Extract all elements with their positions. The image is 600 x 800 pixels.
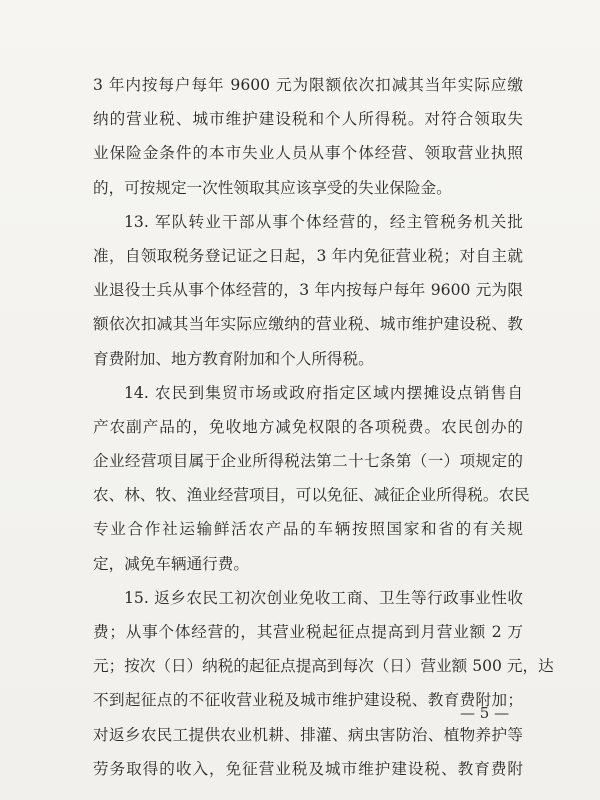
- text-line-6: 准，自领取税务登记证之日起，3 年内免征营业税；对自主就: [93, 246, 523, 265]
- text-line-4: 的，可按规定一次性领取其应该享受的失业保险金。: [93, 178, 452, 197]
- text-line-8: 额依次扣减其当年实际应缴纳的营业税、城市维护建设税、教: [93, 315, 523, 334]
- text-line-7: 业退役士兵从事个体经营的，3 年内按每户每年 9600 元为限: [93, 281, 523, 300]
- item-15-heading-line: 15. 返乡农民工初次创业免收工商、卫生等行政事业性收: [124, 588, 523, 607]
- text-line-15: 定，减免车辆通行费。: [93, 554, 249, 573]
- page-number: — 5 —: [460, 704, 510, 722]
- item-13-heading-line: 13. 军队转业干部从事个体经营的，经主管税务机关批: [124, 212, 523, 231]
- text-line-14: 专业合作社运输鲜活农产品的车辆按照国家和省的有关规: [93, 520, 523, 539]
- text-line-13: 农、林、牧、渔业经营项目，可以免征、减征企业所得税。农民: [93, 486, 530, 505]
- text-line-1: 3 年内按每户每年 9600 元为限额依次扣减其当年实际应缴: [93, 76, 523, 94]
- text-line-17: 费；从事个体经营的，其营业税起征点提高到月营业额 2 万: [93, 623, 523, 641]
- text-line-21: 劳务取得的收入，免征营业税及城市维护建设税、教育费附: [93, 759, 523, 778]
- item-14-heading-line: 14. 农民到集贸市场或政府指定区域内摆摊设点销售自: [124, 383, 523, 402]
- text-line-19: 不到起征点的不征收营业税及城市维护建设税、教育费附加；: [93, 691, 523, 710]
- text-line-2: 纳的营业税、城市维护建设税和个人所得税。对符合领取失: [93, 110, 523, 129]
- document-body: [93, 68, 554, 786]
- text-line-9: 育费附加、地方教育附加和个人所得税。: [93, 349, 374, 368]
- text-line-18: 元；按次（日）纳税的起征点提高到每次（日）营业额 500 元，达: [93, 657, 554, 676]
- text-line-20: 对返乡农民工提供农业机耕、排灌、病虫害防治、植物养护等: [93, 725, 523, 744]
- text-line-11: 产农副产品的，免收地方减免权限的各项税费。农民创办的: [93, 417, 523, 436]
- text-line-12: 企业经营项目属于企业所得税法第二十七条第（一）项规定的: [93, 452, 523, 471]
- text-line-3: 业保险金条件的本市失业人员从事个体经营、领取营业执照: [93, 144, 523, 163]
